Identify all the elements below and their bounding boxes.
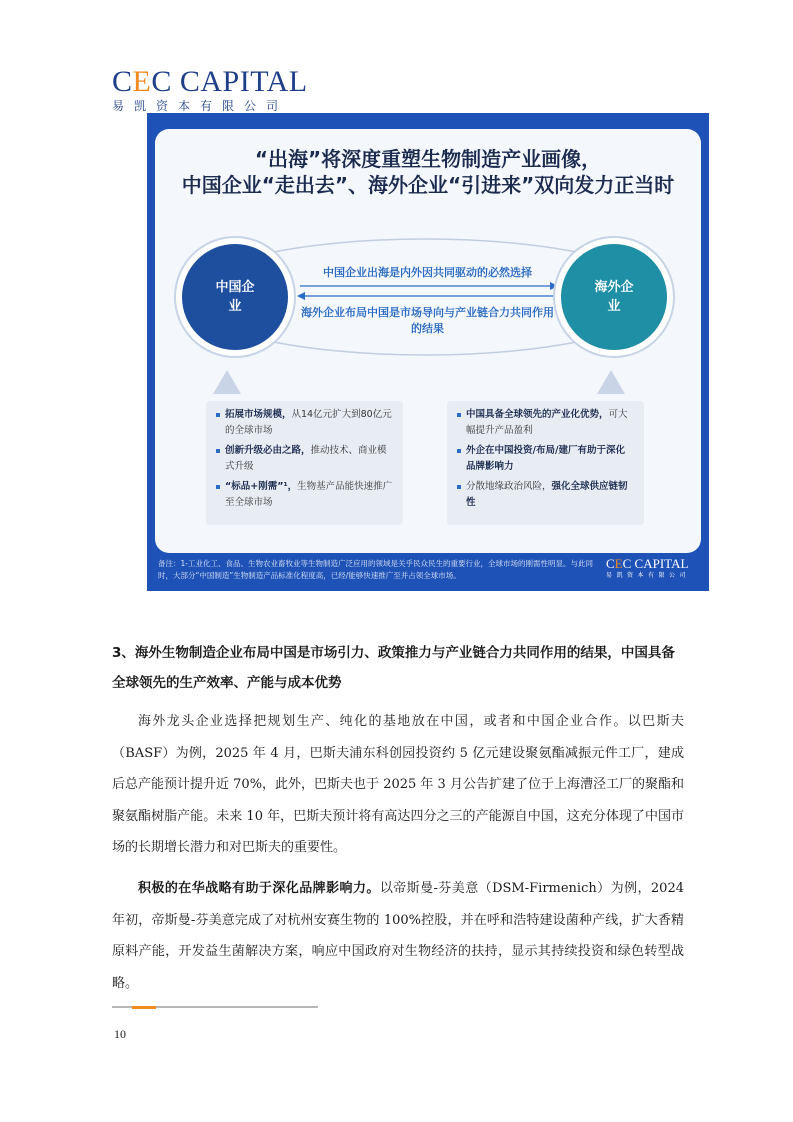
orbit-dot <box>232 237 238 243</box>
list-item: 外企在中国投资/布局/建厂有助于深化品牌影响力 <box>457 443 634 475</box>
triangle-up-icon <box>597 370 625 394</box>
body-paragraph: 积极的在华战略有助于深化品牌影响力。以帝斯曼-芬美意（DSM-Firmenich）为例，2024 年初，帝斯曼-芬美意完成了对杭州安赛生物的 100%控股，并在呼和浩特建设菌种产线，扩大香精原料产能，开发益生菌解决方案，响应中国政府对生物经济的扶持，显示其持续投资和绿色转型战略。 <box>112 881 684 991</box>
infographic-footnote: 备注：1-工业化工、食品、生物农业畜牧业等生物制造广泛应用的领域是关乎民众民生的重要行业，全球市场的刚需性明显。与此同时，大部分“中国制造”生物制造产品标准化程度高，已经/能够快速推广至并占领全球市场。 <box>158 559 593 580</box>
overseas-benefits-box <box>447 401 644 525</box>
china-benefits-box <box>206 401 403 525</box>
list-item: 拓展市场规模，从14亿元扩大到80亿元的全球市场 <box>216 407 393 439</box>
list-item: “标品+刚需”¹，生物基产品能快速推广至全球市场 <box>216 479 393 511</box>
bullet-icon <box>457 449 461 453</box>
arrow-left-icon <box>297 292 305 300</box>
outbound-driver-label: 中国企业出海是内外因共同驱动的必然选择 <box>323 266 532 279</box>
logo-chinese-name: 易凯资本有限公司 <box>112 99 289 113</box>
arrow-right-icon <box>550 282 558 290</box>
infographic-logo-chinese: 易凯资本有限公司 <box>606 572 691 579</box>
infographic-logo <box>606 557 690 581</box>
page-number: 10 <box>114 1027 126 1041</box>
infographic-logo-wordmark: CEC CAPITAL <box>606 556 689 571</box>
body-paragraph: 海外龙头企业选择把规划生产、纯化的基地放在中国，或者和中国企业合作。以巴斯夫（BASF）为例，2025 年 4 月，巴斯夫浦东科创园投资约 5 亿元建设聚氨酯减振元件工厂，建成后总产能预计提升近 70%，此外，巴斯夫也于 2025 年 3 月公告扩建了位于上海漕泾工厂的聚酯和聚氨酯树脂产能。未来 10 年，巴斯夫预计将有高达四分之三的产能源自中国，这充分体现了中国市场的长期增长潜力和对巴斯夫的重要性。 <box>112 714 684 855</box>
triangle-up-icon <box>213 370 241 394</box>
bullet-icon <box>457 413 461 417</box>
orbit-dot <box>611 237 617 243</box>
paragraph-lead: 积极的在华战略有助于深化品牌影响力。 <box>138 881 380 896</box>
list-item: 分散地缘政治风险，强化全球供应链韧性 <box>457 479 634 511</box>
orbit-dot <box>611 350 617 356</box>
list-item: 创新升级必由之路，推动技术、商业模式升级 <box>216 443 393 475</box>
section-heading: 3、海外生物制造企业布局中国是市场引力、政策推力与产业链合力共同作用的结果，中国具备全球领先的生产效率、产能与成本优势 <box>112 645 675 691</box>
bullet-icon <box>216 449 220 453</box>
overseas-enterprise-circle: 海外企业 <box>561 244 667 350</box>
bullet-icon <box>457 485 461 489</box>
bullet-icon <box>216 485 220 489</box>
footer-accent-bar <box>132 1006 156 1009</box>
infographic-headline-line-2: 中国企业“走出去”、海外企业“引进来”双向发力正当时 <box>181 173 675 197</box>
china-enterprise-circle: 中国企业 <box>182 244 288 350</box>
logo-wordmark: CEC CAPITAL <box>112 65 308 98</box>
bullet-icon <box>216 413 220 417</box>
infographic-headline-line-1: “出海”将深度重塑生物制造产业画像， <box>254 147 602 171</box>
list-item: 中国具备全球领先的产业化优势，可大幅提升产品盈利 <box>457 407 634 439</box>
inbound-driver-label: 海外企业布局中国是市场导向与产业链合力共同作用的结果 <box>301 306 554 335</box>
orbit-dot <box>232 350 238 356</box>
